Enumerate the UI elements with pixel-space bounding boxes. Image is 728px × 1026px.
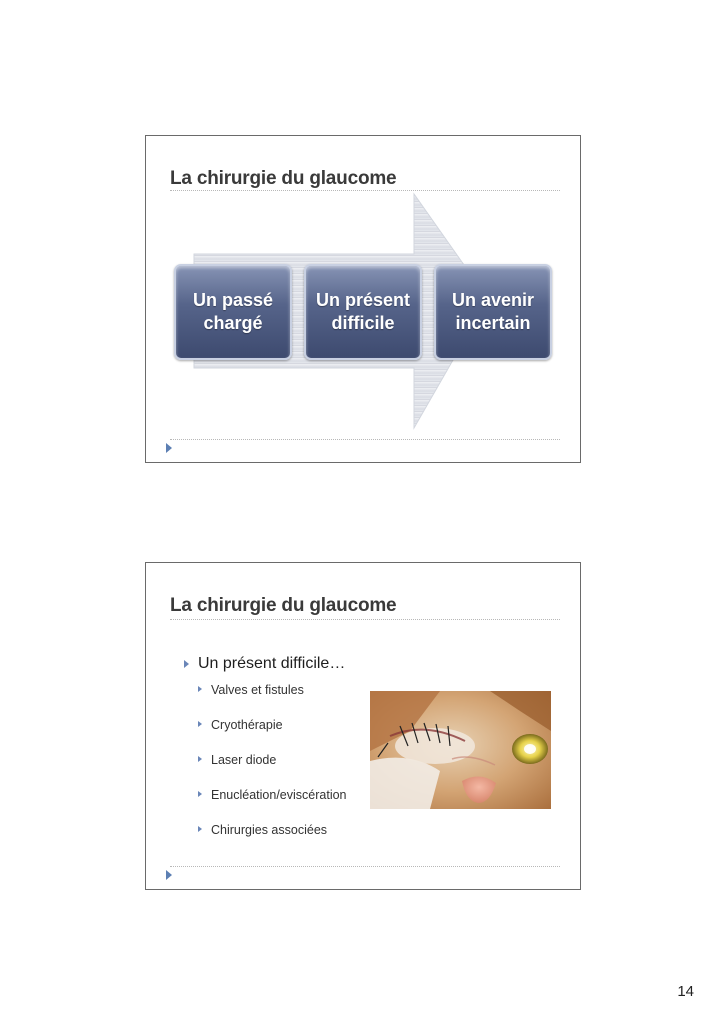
bullet-arrow-icon xyxy=(198,721,202,727)
diagram-box-future: Un avenir incertain xyxy=(434,264,552,360)
page-number: 14 xyxy=(677,983,694,1000)
bullet-arrow-icon xyxy=(198,791,202,797)
slide-2-title: La chirurgie du glaucome xyxy=(170,595,397,616)
footer-rule xyxy=(170,866,560,867)
bullet-arrow-icon xyxy=(198,826,202,832)
sub-bullet-item: Laser diode xyxy=(198,752,347,787)
slide-1 xyxy=(145,135,581,463)
sub-bullet-list xyxy=(184,682,347,857)
diagram-box-past: Un passé chargé xyxy=(174,264,292,360)
bullet-arrow-icon xyxy=(184,660,189,668)
slide-arrow-icon xyxy=(166,870,172,880)
sub-bullet-item: Valves et fistules xyxy=(198,682,347,717)
sub-bullet-item: Enucléation/eviscération xyxy=(198,787,347,822)
slide-arrow-icon xyxy=(166,443,172,453)
bullet-arrow-icon xyxy=(198,686,202,692)
title-rule xyxy=(170,619,560,620)
slide-2 xyxy=(145,562,581,890)
sub-bullet-item: Cryothérapie xyxy=(198,717,347,752)
bullet-list xyxy=(184,655,347,857)
sub-bullet-item: Chirurgies associées xyxy=(198,822,347,857)
diagram-box-present: Un présent difficile xyxy=(304,264,422,360)
cat-eye-surgery-photo xyxy=(370,691,551,809)
bullet-arrow-icon xyxy=(198,756,202,762)
footer-rule xyxy=(170,439,560,440)
bullet-item: Un présent difficile… xyxy=(184,655,347,673)
slide-1-title: La chirurgie du glaucome xyxy=(170,168,397,189)
